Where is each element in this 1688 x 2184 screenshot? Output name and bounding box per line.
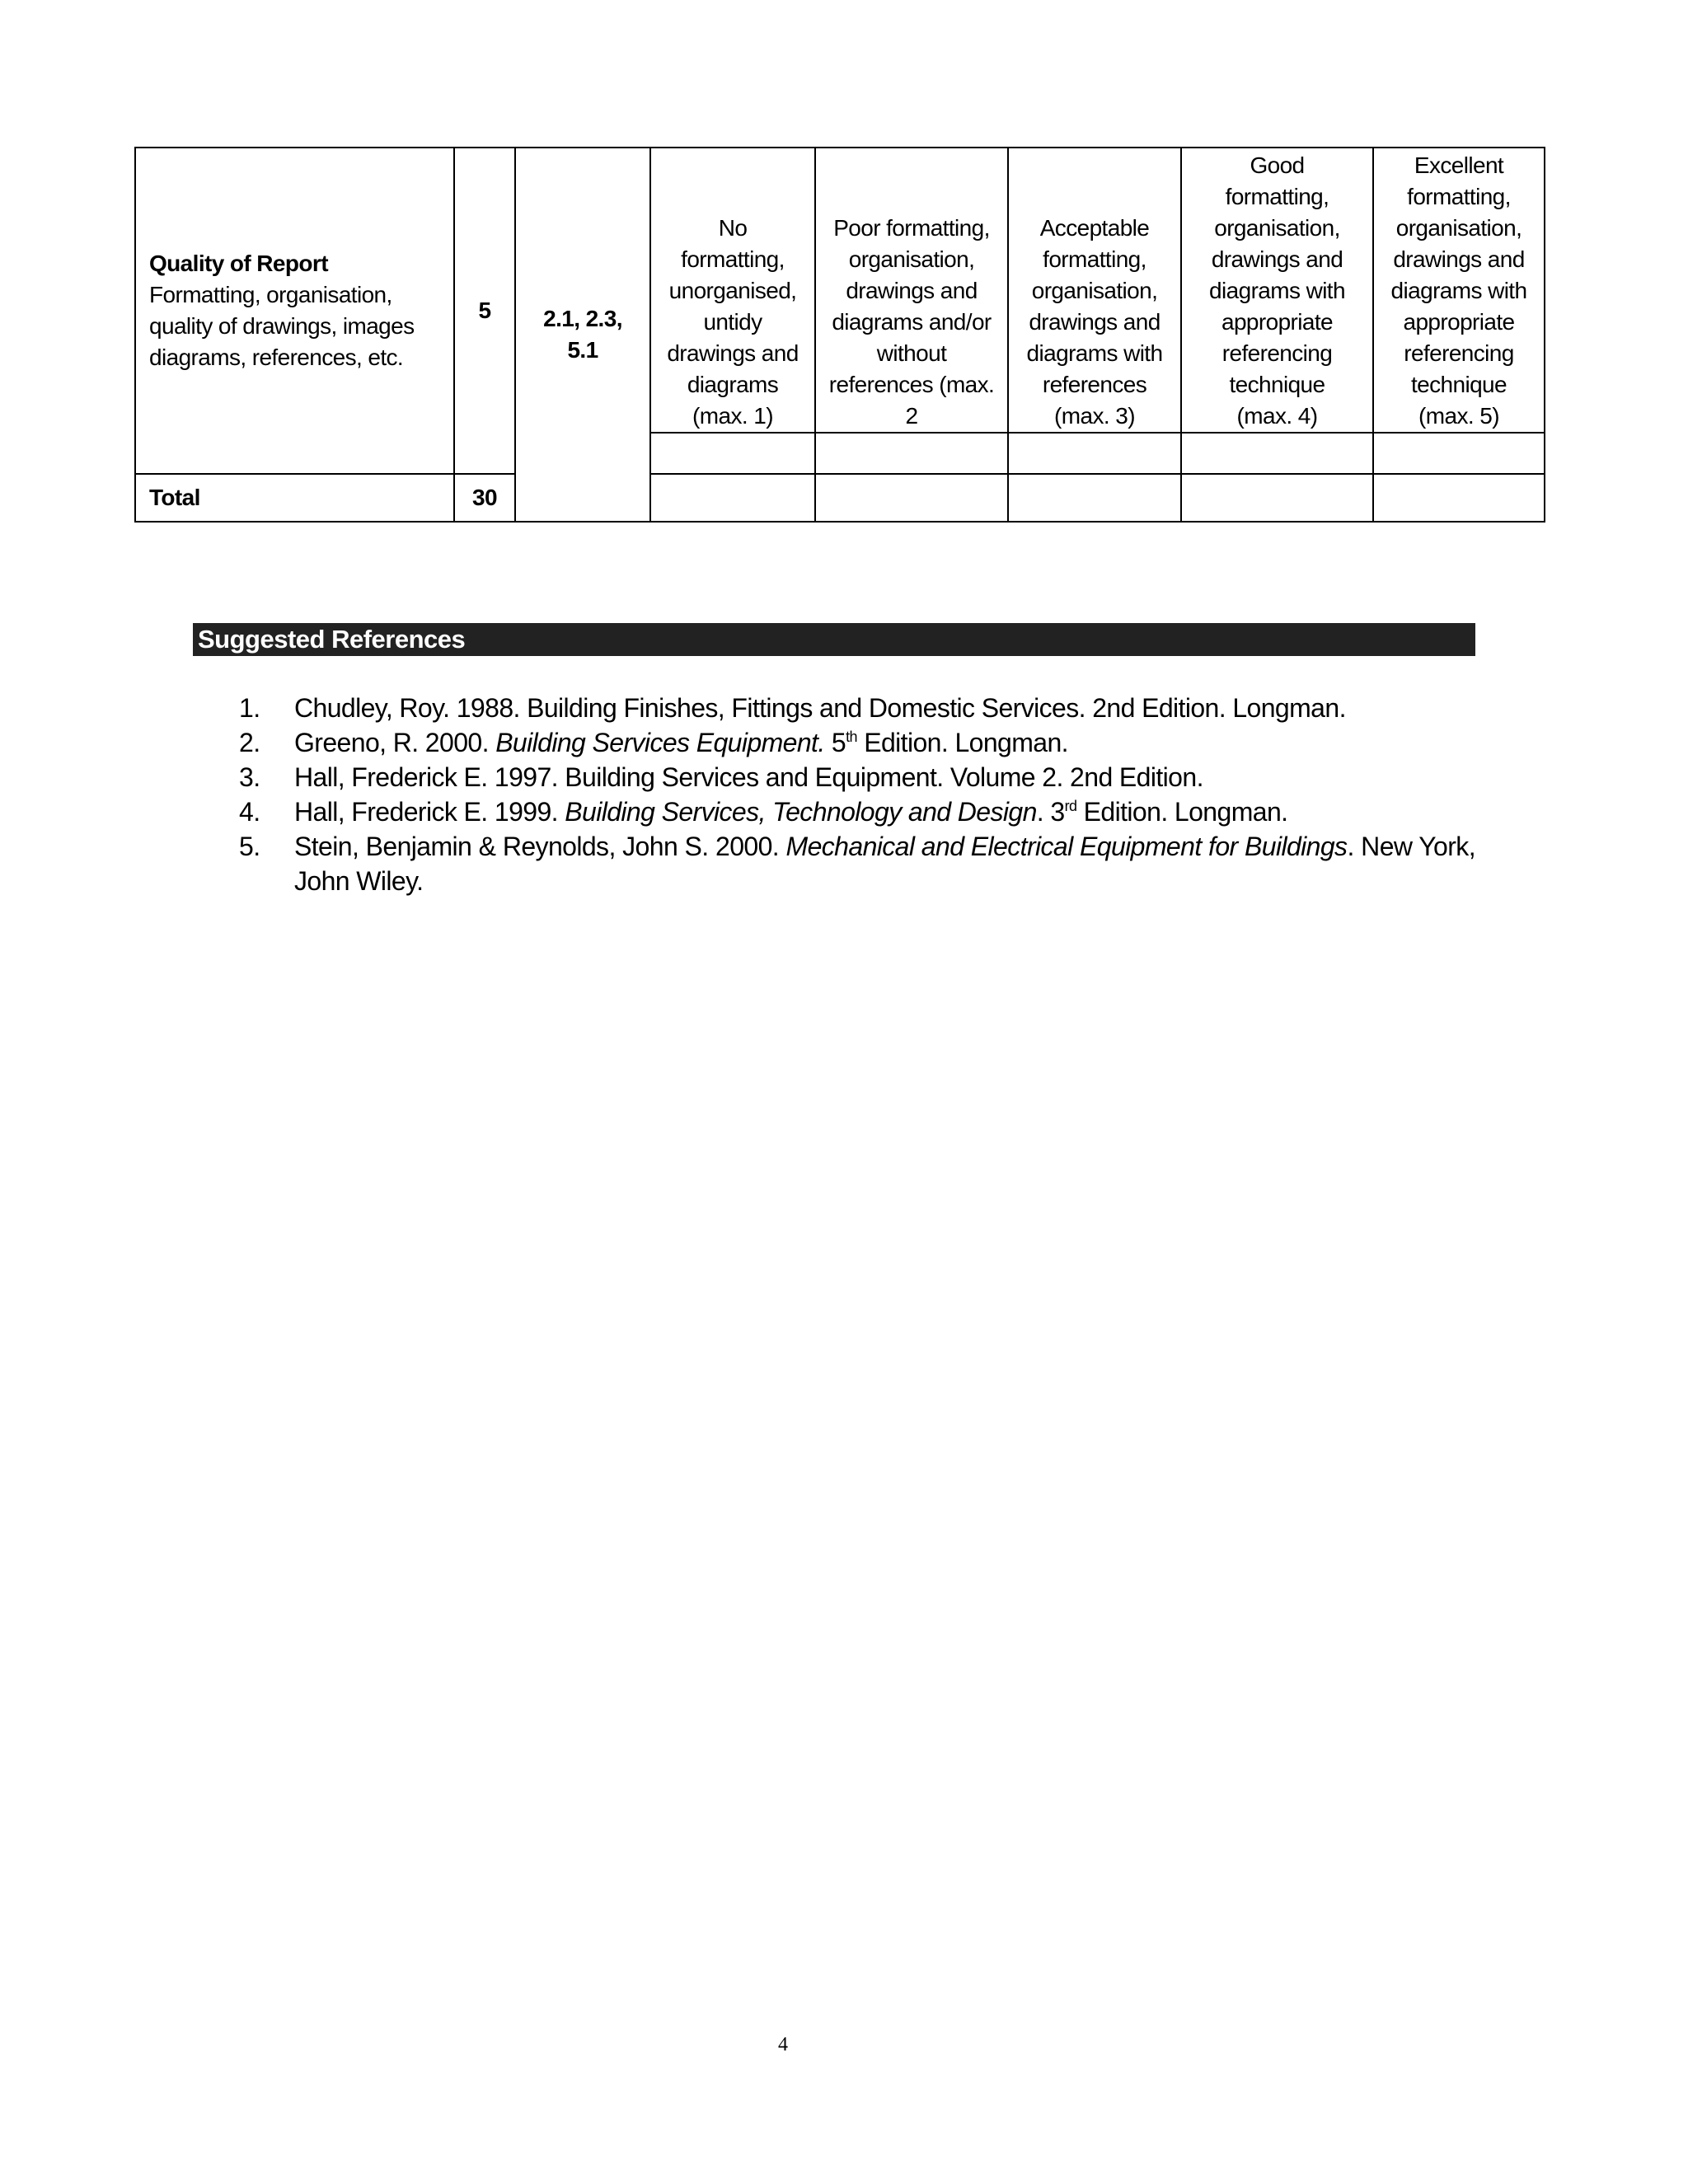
- level-4-descriptor: Good formatting, organisation, drawings and diagrams with appropriate referencing technique (max. 4): [1181, 148, 1373, 433]
- reference-text-part: Building Services, Technology and Design: [565, 797, 1037, 827]
- reference-number: 4.: [239, 797, 260, 827]
- reference-text: [294, 691, 1475, 725]
- reference-text: [294, 725, 1475, 760]
- reference-text-part: Building Services Equipment.: [495, 728, 825, 757]
- reference-number: 5.: [239, 832, 260, 861]
- criterion-marks: 5: [454, 148, 515, 474]
- score-cell[interactable]: [1008, 433, 1181, 474]
- criterion-description: Formatting, organisation, quality of drawings, images diagrams, references, etc.: [149, 282, 415, 370]
- level-5-descriptor: Excellent formatting, organisation, drawings and diagrams with appropriate referencing technique (max. 5): [1373, 148, 1545, 433]
- reference-text: [294, 794, 1475, 829]
- reference-text-part: Hall, Frederick E. 1997. Building Services and Equipment. Volume 2. 2nd Edition.: [294, 762, 1203, 792]
- reference-text-part: Edition. Longman.: [856, 728, 1068, 757]
- references-heading: Suggested References: [193, 623, 1475, 656]
- criterion-cell: [135, 148, 454, 474]
- total-score-cell[interactable]: [1373, 474, 1545, 522]
- reference-text-part: . 3: [1036, 797, 1065, 827]
- reference-text-part: Hall, Frederick E. 1999.: [294, 797, 565, 827]
- reference-text: [294, 760, 1475, 794]
- reference-item: [239, 691, 1475, 725]
- total-score-cell[interactable]: [650, 474, 815, 522]
- reference-text-part: Chudley, Roy. 1988. Building Finishes, Fittings and Domestic Services. 2nd Edition. Longman.: [294, 693, 1346, 723]
- score-cell[interactable]: [815, 433, 1008, 474]
- reference-item: [239, 760, 1475, 794]
- reference-text-part: Mechanical and Electrical Equipment for Buildings: [785, 832, 1348, 861]
- reference-text-part: rd: [1064, 798, 1077, 814]
- reference-item: [239, 725, 1475, 760]
- reference-text-part: Edition. Longman.: [1076, 797, 1288, 827]
- reference-number: 1.: [239, 693, 260, 723]
- reference-item: [239, 794, 1475, 829]
- reference-text-part: 5: [824, 728, 846, 757]
- criterion-title: Quality of Report: [149, 251, 328, 276]
- level-2-descriptor: Poor formatting, organisation, drawings and diagrams and/or without references (max. 2: [815, 148, 1008, 433]
- rubric-row-quality: [135, 148, 1545, 433]
- level-3-descriptor: Acceptable formatting, organisation, drawings and diagrams with references (max. 3): [1008, 148, 1181, 433]
- total-score-cell[interactable]: [815, 474, 1008, 522]
- rubric-total-row: [135, 474, 1545, 522]
- reference-text-part: th: [846, 729, 857, 745]
- total-value: 30: [454, 474, 515, 522]
- total-label: Total: [135, 474, 454, 522]
- reference-number: 3.: [239, 762, 260, 792]
- reference-item: [239, 829, 1475, 898]
- references-list: [239, 691, 1475, 898]
- level-1-descriptor: No formatting, unorganised, untidy drawings and diagrams (max. 1): [650, 148, 815, 433]
- page-number: 4: [778, 2034, 788, 2055]
- rubric-table: [134, 147, 1545, 523]
- reference-text-part: . New York, John Wiley.: [294, 832, 1475, 896]
- criterion-outcomes: 2.1, 2.3, 5.1: [515, 148, 650, 522]
- score-cell[interactable]: [1373, 433, 1545, 474]
- score-cell[interactable]: [1181, 433, 1373, 474]
- reference-number: 2.: [239, 728, 260, 757]
- reference-text-part: Stein, Benjamin & Reynolds, John S. 2000.: [294, 832, 786, 861]
- score-cell[interactable]: [650, 433, 815, 474]
- reference-text: [294, 829, 1475, 898]
- total-score-cell[interactable]: [1008, 474, 1181, 522]
- reference-text-part: Greeno, R. 2000.: [294, 728, 496, 757]
- total-score-cell[interactable]: [1181, 474, 1373, 522]
